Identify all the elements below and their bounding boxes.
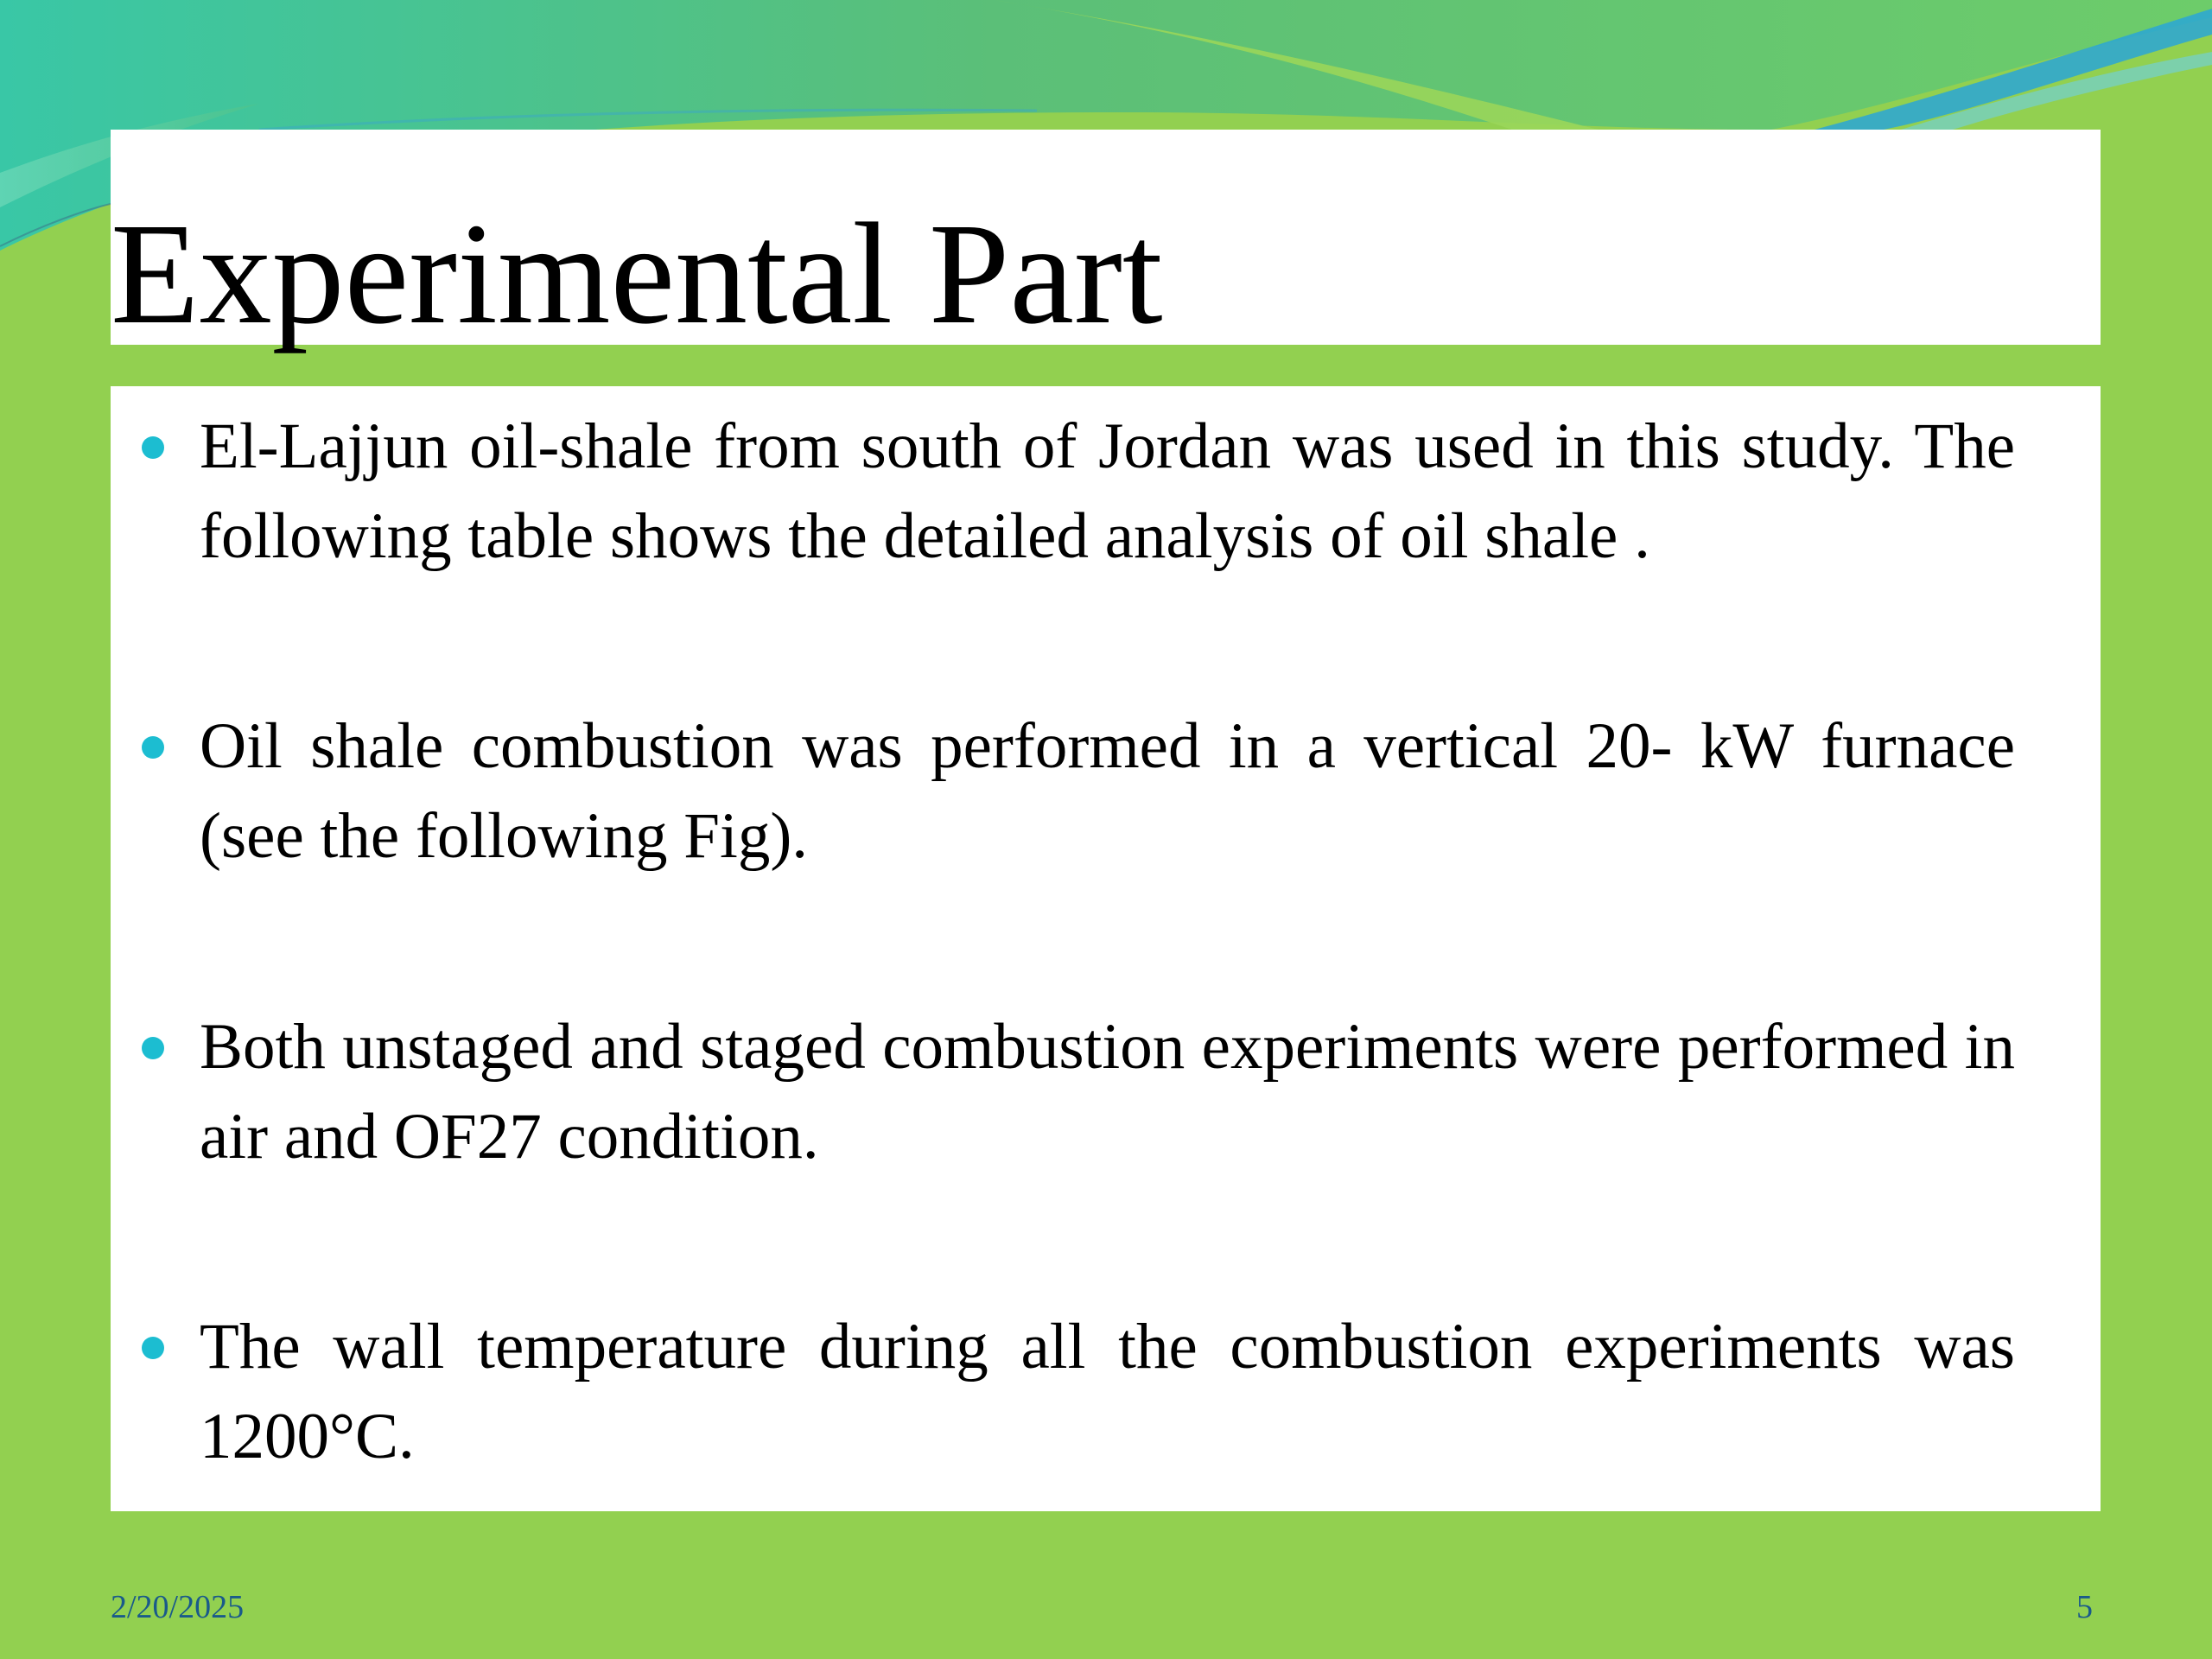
bullet-text: El-Lajjun oil-shale from south of Jordan was used in this study. The following table shows the detailed analysis of oil shale .: [200, 410, 2015, 572]
bullet-dot-icon: [142, 1037, 164, 1059]
slide-number: 5: [2076, 1589, 2093, 1625]
content-placeholder: [111, 386, 2101, 1511]
bullet-dot-icon: [142, 436, 164, 459]
bullet-text: The wall temperature during all the combustion experiments was 1200°C.: [200, 1311, 2015, 1472]
footer-date: 2/20/2025: [111, 1589, 245, 1625]
bullet-text: Oil shale combustion was performed in a vertical 20- kW furnace (see the following Fig).: [200, 710, 2015, 872]
bullet-dot-icon: [142, 1337, 164, 1359]
title-placeholder: [111, 130, 2101, 354]
bullet-dot-icon: [142, 736, 164, 759]
slide-title: Experimental Part: [111, 194, 1163, 354]
bullet-text: Both unstaged and staged combustion experiments were performed in air and OF27 condition.: [200, 1011, 2015, 1173]
